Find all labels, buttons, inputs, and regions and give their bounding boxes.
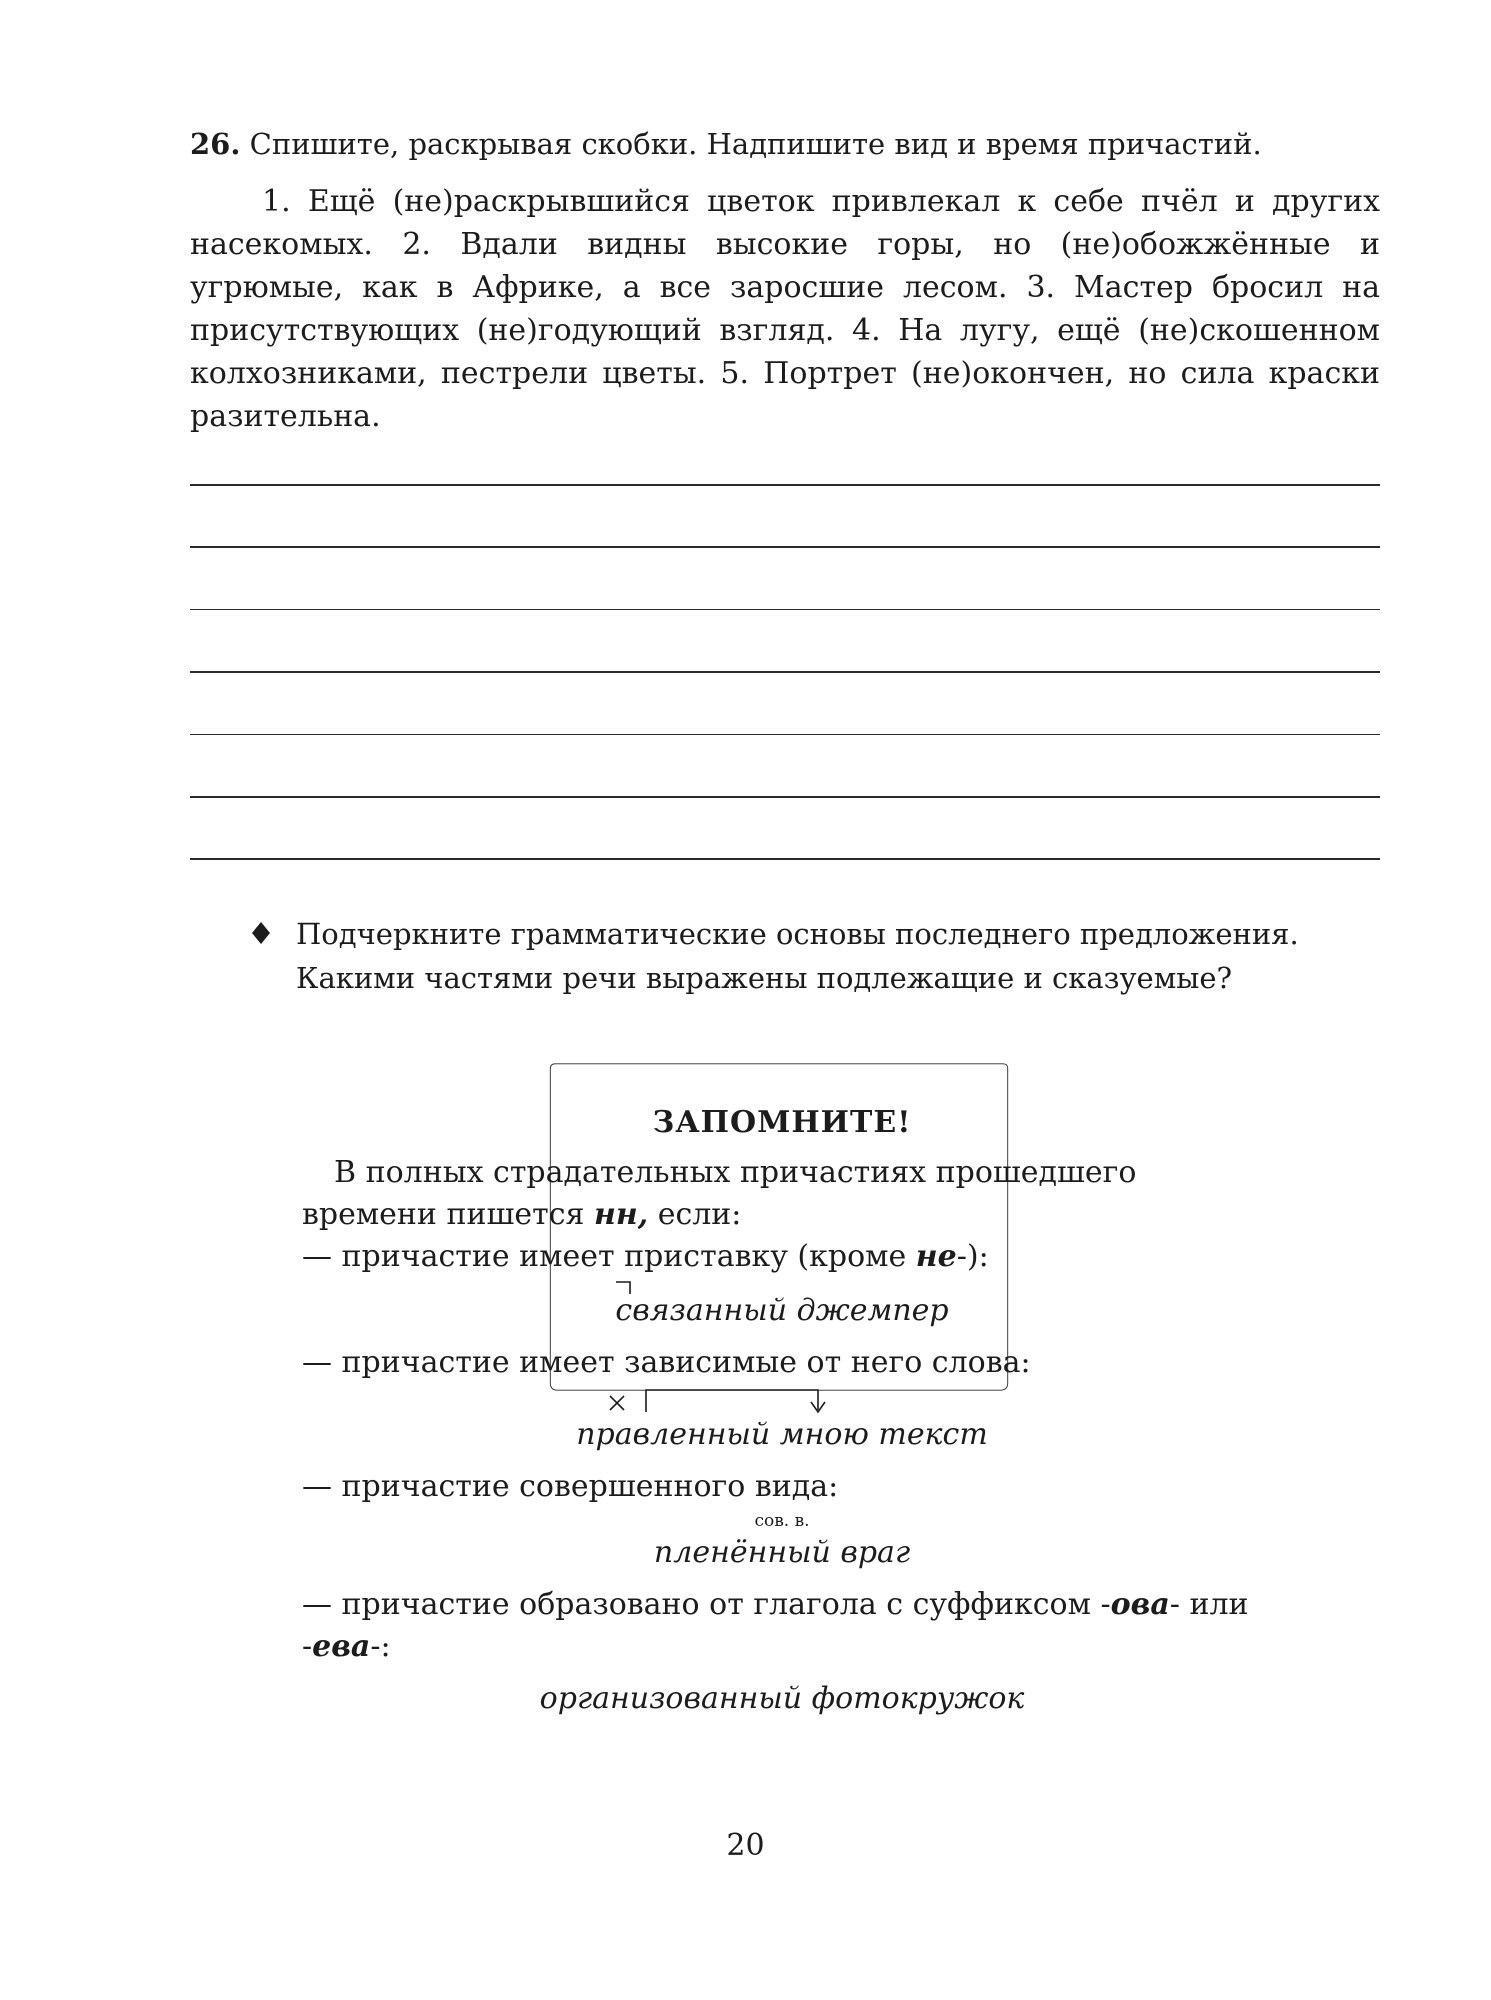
aspect-mark: сов. в. <box>754 1511 810 1531</box>
task-instruction: Спишите, раскрывая скобки. Надпишите вид и время причастий. <box>249 127 1262 161</box>
answer-line[interactable] <box>190 796 1380 798</box>
rule-item-perfective: — причастие совершенного вида: <box>302 1469 839 1504</box>
answer-line[interactable] <box>190 858 1380 860</box>
dependency-arrow-icon <box>542 1384 1022 1414</box>
answer-line[interactable] <box>190 484 1380 486</box>
task-26 <box>190 122 1380 438</box>
rule-intro <box>302 1152 1262 1236</box>
task-sentences: 1. Ещё (не)раскрывшийся цветок привлекал к себе пчёл и других насекомых. 2. Вдали видны высокие горы, но (не)обожжённые и угрюмые, как в Африке, а все заросшие лесом. 3. Мастер бросил на присутствующих (не)годующий взгляд. 4. На лугу, ещё (не)скошенном колхозниками, пестрели цветы. 5. Портрет (не)окончен, но сила краски разительна. <box>190 184 1380 434</box>
rule-item-prefix-text: — причастие имеет приставку (кроме <box>302 1239 916 1274</box>
subtask-text: Подчеркните грамматические основы последнего предложения. Какими частями речи выражены подлежащие и сказуемые? <box>296 917 1299 995</box>
suffix-eva: ева <box>312 1629 371 1664</box>
rule-intro-nn: нн, <box>593 1197 649 1232</box>
answer-line[interactable] <box>190 734 1380 736</box>
suffix-ova: ова <box>1110 1587 1170 1622</box>
answer-line[interactable] <box>190 546 1380 548</box>
answer-line[interactable] <box>190 671 1380 673</box>
rule-intro-text: В полных страдательных причастиях прошедшего времени пишется <box>302 1155 1137 1232</box>
answer-line[interactable] <box>190 609 1380 611</box>
rule-item-suffix-end: -: <box>370 1629 391 1664</box>
remember-title: ЗАПОМНИТЕ! <box>652 1105 912 1140</box>
task-header <box>190 122 1380 166</box>
answer-lines[interactable] <box>190 484 1380 921</box>
rule-item-suffix <box>302 1584 1262 1668</box>
page-number: 20 <box>726 1828 765 1863</box>
remember-content <box>302 1102 1262 1720</box>
subtask <box>250 912 1380 1000</box>
rule-intro-end: если: <box>648 1197 742 1232</box>
rule-item-dependent: — причастие имеет зависимые от него слова: <box>302 1345 1031 1380</box>
task-number: 26. <box>190 127 241 161</box>
rule-item-prefix-ne: не <box>915 1239 957 1274</box>
example-dependent: правленный мною текст <box>576 1417 988 1452</box>
example-perfective: пленённый враг <box>653 1535 911 1570</box>
rule-item-suffix-mid: - или - <box>302 1587 1249 1664</box>
rule-item-prefix-end: -): <box>956 1239 989 1274</box>
rule-item-prefix <box>302 1236 1262 1278</box>
rule-item-suffix-text: — причастие образовано от глагола с суффиксом - <box>302 1587 1111 1622</box>
remember-box <box>276 1062 1282 1782</box>
example-suffix: организованный фотокружок <box>539 1681 1025 1716</box>
example-prefix: связанный джемпер <box>615 1293 949 1328</box>
